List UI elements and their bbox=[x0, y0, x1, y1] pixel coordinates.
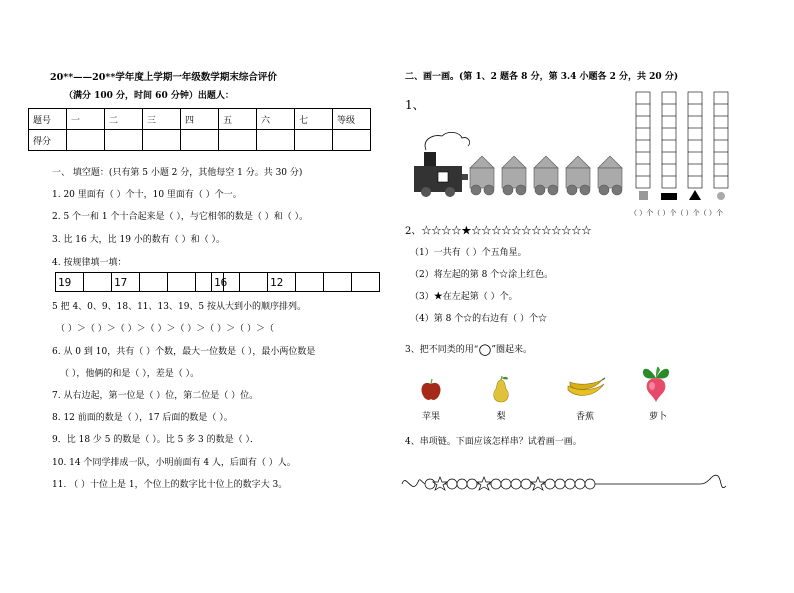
train-illustration bbox=[412, 128, 627, 198]
banana-icon bbox=[566, 376, 606, 400]
pear-icon bbox=[490, 376, 512, 404]
header-cell: 一 bbox=[67, 109, 105, 130]
part3-title bbox=[405, 340, 533, 358]
carriage bbox=[470, 156, 494, 195]
question-8: 8. 12 前面的数是（ ），17 后面的数是（ ）。 bbox=[52, 413, 233, 423]
sequence-boxes-1 bbox=[56, 272, 224, 292]
score-cell[interactable] bbox=[333, 130, 371, 151]
bead bbox=[565, 479, 575, 489]
bead bbox=[555, 479, 565, 489]
circle-icon bbox=[717, 192, 725, 200]
score-cell[interactable] bbox=[219, 130, 257, 151]
score-table-score-row bbox=[29, 130, 371, 151]
star-bead bbox=[531, 477, 545, 490]
carriage bbox=[598, 156, 622, 195]
seq-cell[interactable] bbox=[167, 272, 196, 292]
question-5-blanks: （ ）＞（ ）＞（ ）＞（ ）＞（ ）＞（ ）＞（ ）＞（ bbox=[56, 324, 275, 334]
star-bead bbox=[433, 477, 447, 490]
apple-icon bbox=[420, 378, 442, 402]
question-9: 9．比 18 少 5 的数是（ ）。比 5 多 3 的数是（ ）． bbox=[52, 435, 259, 445]
score-cell[interactable] bbox=[67, 130, 105, 151]
seq-cell[interactable] bbox=[83, 272, 112, 292]
seq-cell[interactable] bbox=[139, 272, 168, 292]
part1-label: 1、 bbox=[405, 98, 425, 112]
bead bbox=[425, 479, 435, 489]
bead bbox=[511, 479, 521, 489]
question-2: 2. 5 个一和 1 个十合起来是（ ），与它相邻的数是（ ）和（ ）。 bbox=[52, 212, 309, 222]
shape-towers bbox=[632, 90, 742, 202]
seq-cell: 16 bbox=[211, 272, 240, 292]
exam-title: 20**——20**学年度上学期一年级数学期末综合评价 bbox=[50, 72, 277, 83]
shape-count-blanks: （ ）个（ ）个（ ）个（ ）个 bbox=[630, 209, 723, 217]
bead bbox=[585, 479, 595, 489]
question-6-line2: （ ），他俩的和是（ ），差是（ ）。 bbox=[60, 369, 200, 379]
part2-q2: （2）将左起的第 8 个☆涂上红色。 bbox=[410, 270, 554, 280]
part2-q1: （1）一共有（ ）个五角星。 bbox=[410, 248, 527, 258]
score-cell[interactable] bbox=[143, 130, 181, 151]
seq-cell: 17 bbox=[111, 272, 140, 292]
fruit-label: 苹果 bbox=[421, 412, 440, 422]
bead bbox=[447, 479, 457, 489]
fruit-label: 萝卜 bbox=[648, 412, 667, 422]
question-3: 3. 比 16 大，比 19 小的数有（ ）和（ ）。 bbox=[52, 235, 226, 245]
star-bead bbox=[477, 477, 491, 490]
sequence-boxes-2 bbox=[212, 272, 380, 292]
header-cell: 等级 bbox=[333, 109, 371, 130]
seq-cell: 12 bbox=[267, 272, 296, 292]
question-5: 5 把 4、0、9、18、11、13、19、5 按从大到小的顺序排列。 bbox=[52, 302, 307, 312]
triangle-icon bbox=[689, 190, 701, 200]
part2-q3: （3）★在左起第（ ）个。 bbox=[410, 292, 518, 302]
score-table-header-row bbox=[29, 109, 371, 130]
score-cell[interactable] bbox=[181, 130, 219, 151]
carriage bbox=[534, 156, 558, 195]
question-11: 11. （ ）十位上是 1，个位上的数字比十位上的数字大 3。 bbox=[52, 480, 288, 490]
seq-cell: 19 bbox=[55, 272, 84, 292]
score-table bbox=[28, 108, 371, 151]
radish-icon bbox=[638, 362, 674, 402]
necklace-illustration bbox=[400, 462, 730, 502]
part4-title: 4、串项链。下面应该怎样串？试着画一画。 bbox=[405, 437, 582, 447]
header-cell: 六 bbox=[257, 109, 295, 130]
header-cell: 二 bbox=[105, 109, 143, 130]
question-4: 4. 按规律填一填： bbox=[52, 258, 127, 268]
part3-title-pre: 3、把不同类的用“ bbox=[405, 345, 479, 355]
question-6-line1: 6. 从 0 到 10，共有（ ）个数，最大一位数是（ ），最小两位数是 bbox=[52, 347, 316, 357]
header-cell: 题号 bbox=[29, 109, 67, 130]
exam-subtitle: （满分 100 分，时间 60 分钟）出题人： bbox=[64, 91, 234, 101]
bead bbox=[467, 479, 477, 489]
header-cell: 五 bbox=[219, 109, 257, 130]
seq-cell[interactable] bbox=[323, 272, 352, 292]
section1-title: 一、 填空题：(只有第 5 小题 2 分，其他每空 1 分。共 30 分) bbox=[52, 168, 303, 178]
question-7: 7. 从右边起，第一位是（ ）位，第二位是（ ）位。 bbox=[52, 391, 259, 401]
bead bbox=[521, 479, 531, 489]
part3-title-post: ”圈起来。 bbox=[491, 345, 533, 355]
score-cell[interactable] bbox=[295, 130, 333, 151]
smoke bbox=[425, 132, 470, 150]
rectangle-icon bbox=[661, 193, 677, 200]
bead bbox=[457, 479, 467, 489]
bead bbox=[575, 479, 585, 489]
bead bbox=[491, 479, 501, 489]
seq-cell[interactable] bbox=[351, 272, 380, 292]
carriage bbox=[566, 156, 590, 195]
fruit-label: 梨 bbox=[496, 412, 506, 422]
header-cell: 七 bbox=[295, 109, 333, 130]
seq-cell[interactable] bbox=[239, 272, 268, 292]
fruit-label: 香蕉 bbox=[575, 412, 594, 422]
seq-cell[interactable] bbox=[295, 272, 324, 292]
header-cell: 三 bbox=[143, 109, 181, 130]
question-1: 1. 20 里面有（ ）个十，10 里面有（ ）个一。 bbox=[52, 190, 242, 200]
question-10: 10. 14 个同学排成一队，小明前面有 4 人，后面有（ ）人。 bbox=[52, 458, 296, 468]
square-icon bbox=[639, 191, 648, 200]
bead bbox=[545, 479, 555, 489]
section2-title: 二、画一画。(第 1、2 题各 8 分，第 3.4 小题各 2 分，共 20 分) bbox=[405, 72, 679, 82]
circle-icon: ○ bbox=[478, 340, 492, 358]
bead bbox=[501, 479, 511, 489]
header-cell: 四 bbox=[181, 109, 219, 130]
row-label: 得分 bbox=[29, 130, 67, 151]
part2-stars: 2、☆☆☆☆★☆☆☆☆☆☆☆☆☆☆☆☆ bbox=[405, 226, 592, 237]
part2-q4: （4）第 8 个☆的右边有（ ）个☆ bbox=[410, 314, 548, 324]
score-cell[interactable] bbox=[257, 130, 295, 151]
score-cell[interactable] bbox=[105, 130, 143, 151]
carriage bbox=[502, 156, 526, 195]
